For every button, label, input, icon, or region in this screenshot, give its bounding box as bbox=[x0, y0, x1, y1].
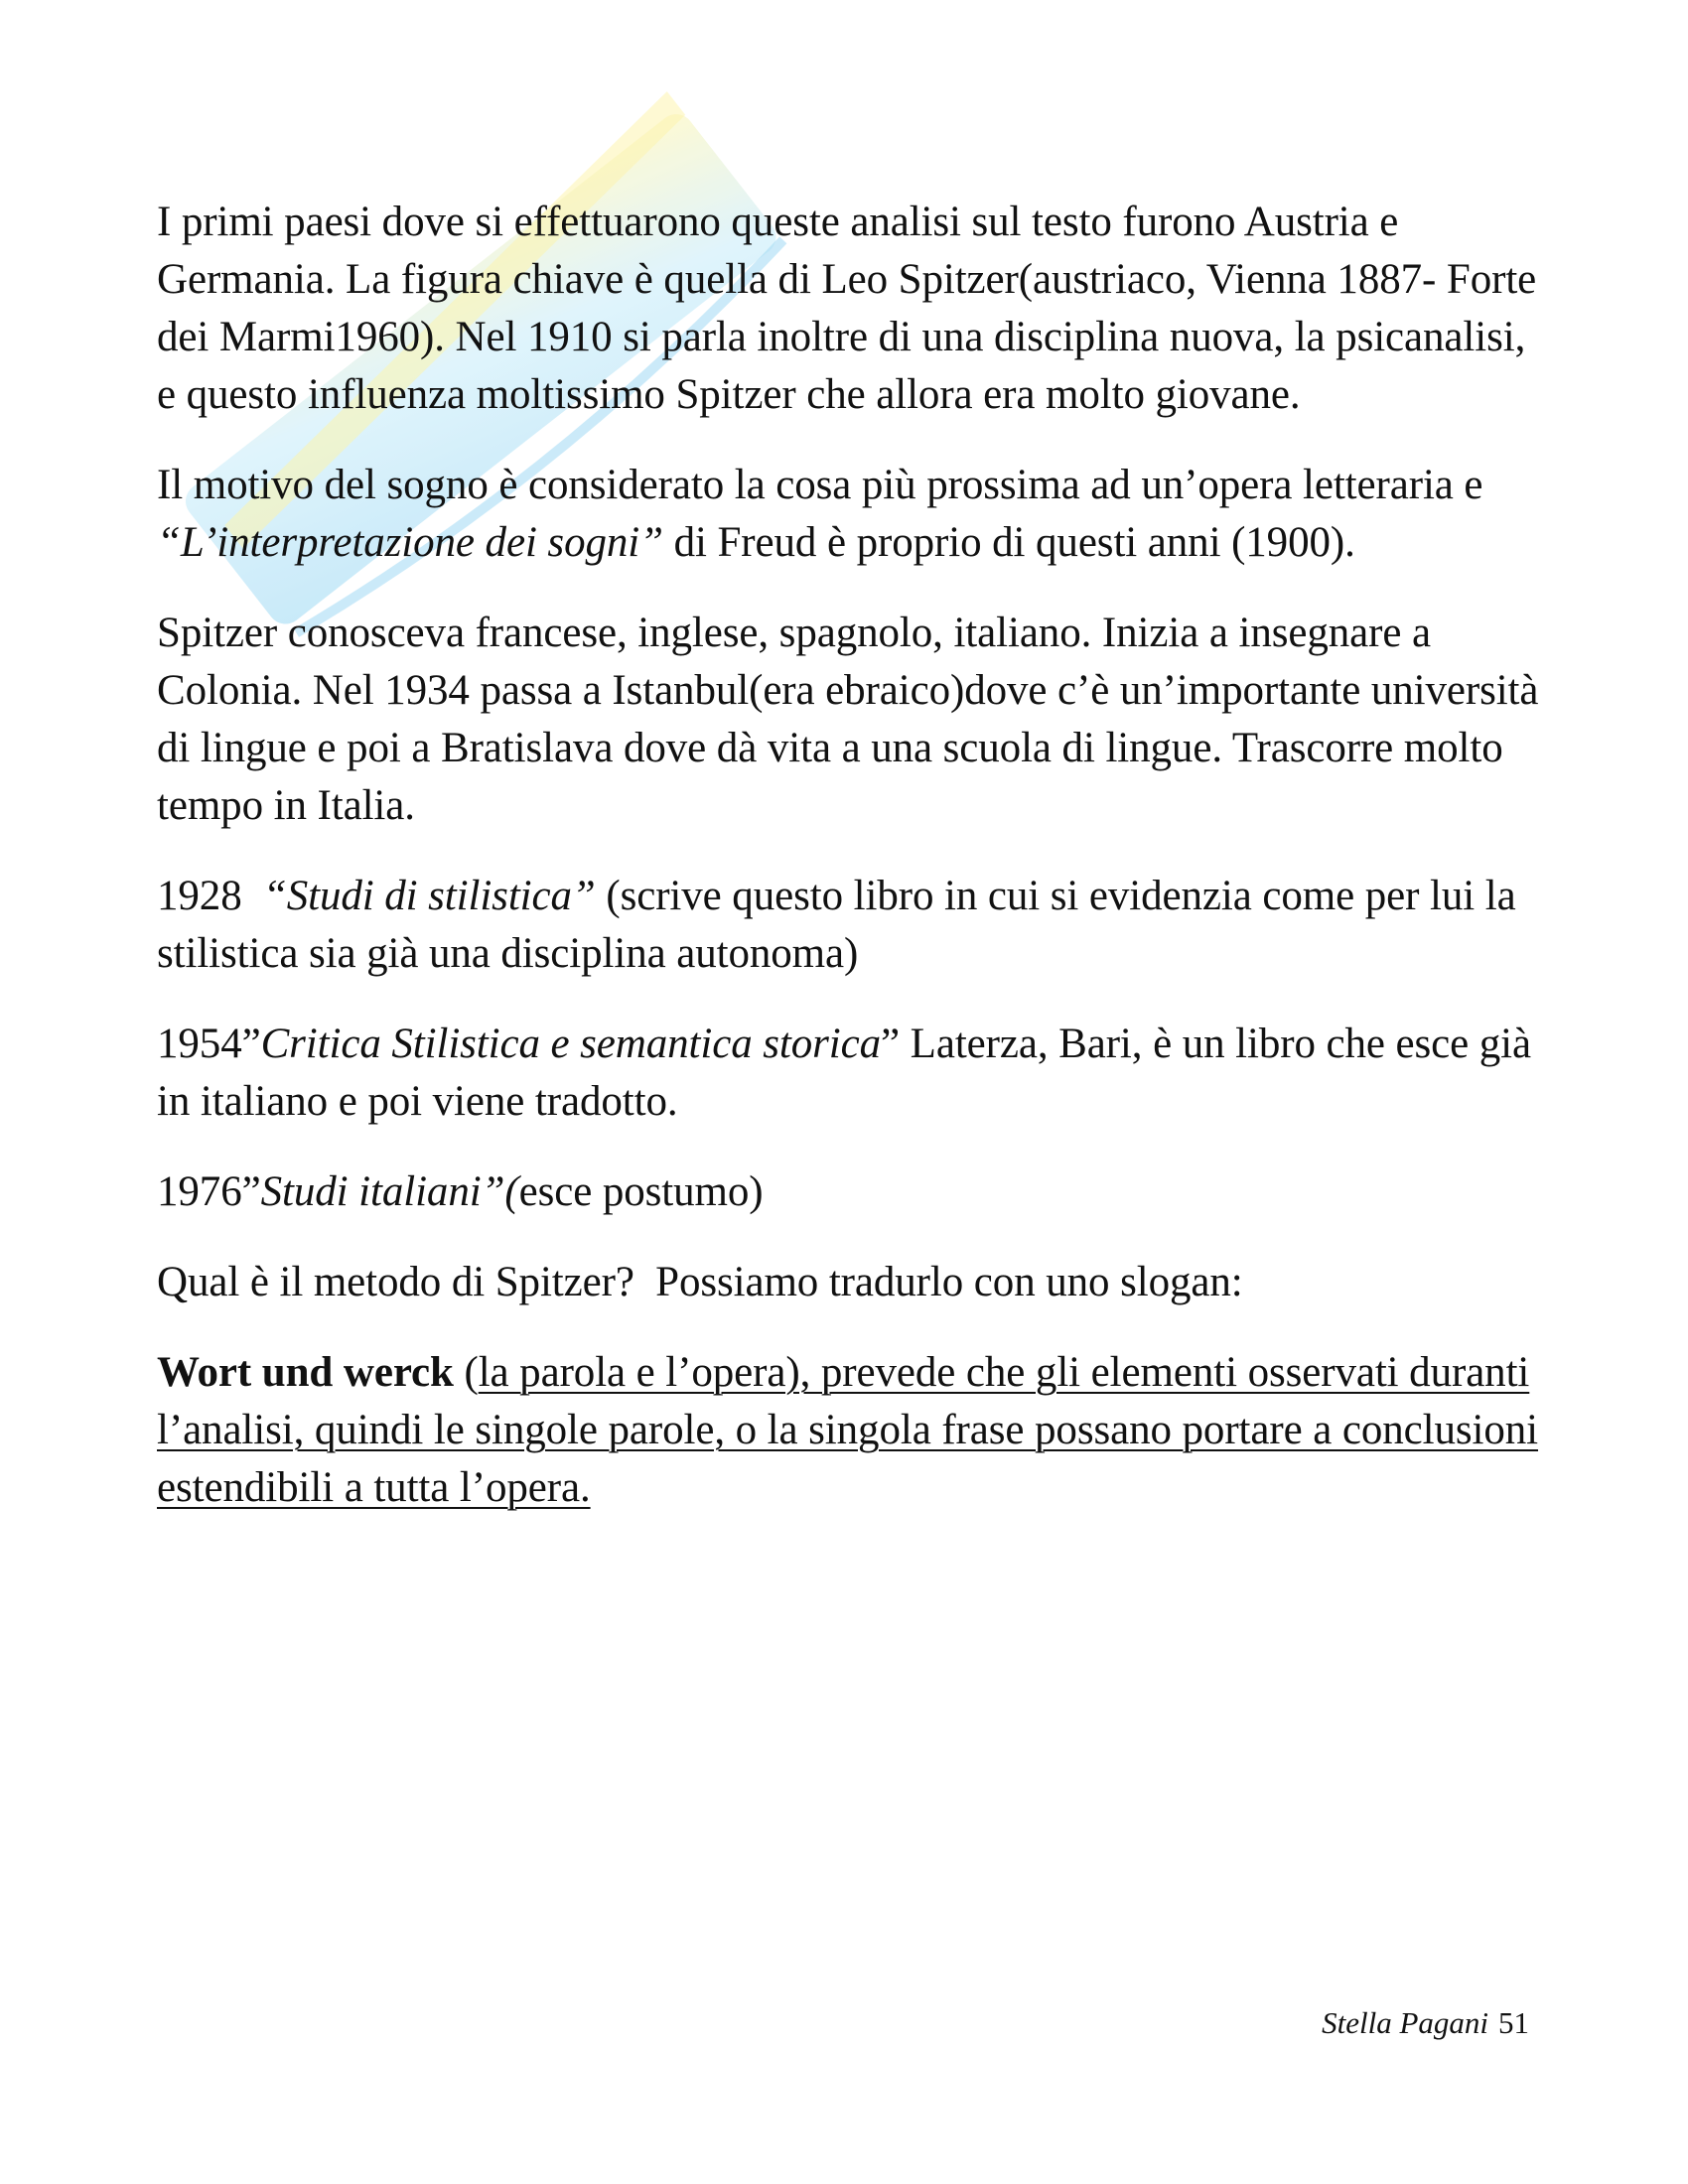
paragraph-wort-und-werck bbox=[157, 1344, 1547, 1517]
paragraph-origins-text: I primi paesi dove si effettuarono queste analisi sul testo furono Austria e Germania. La figura chiave è quella di Leo Spitzer(austriaco, Vienna 1887- Forte dei Marmi1960). Nel 1910 si parla inoltre di una disciplina nuova, la psicanalisi, e questo influenza moltissimo Spitzer che allora era molto giovane. bbox=[157, 199, 1537, 418]
year-1976: 1976” bbox=[157, 1168, 261, 1215]
paragraph-1954 bbox=[157, 1016, 1547, 1131]
paragraph-method-question bbox=[157, 1254, 1547, 1311]
year-1928: 1928 bbox=[157, 873, 263, 919]
paragraph-dream-after: di Freud è proprio di questi anni (1900). bbox=[662, 519, 1355, 566]
paragraph-1928 bbox=[157, 868, 1547, 983]
paragraph-languages bbox=[157, 605, 1547, 835]
paragraph-1976 bbox=[157, 1163, 1547, 1221]
paragraph-1976-after: esce postumo) bbox=[518, 1168, 764, 1215]
document-body bbox=[157, 194, 1547, 1550]
paragraph-dream bbox=[157, 457, 1547, 572]
slogan-bold: Wort und werck bbox=[157, 1349, 454, 1396]
page-number: 51 bbox=[1498, 2005, 1529, 2040]
book-title-critica: Critica Stilistica e semantica storica bbox=[260, 1021, 882, 1067]
book-title-studi-italiani: Studi italiani”( bbox=[260, 1168, 519, 1215]
book-title-stilistica: “Studi di stilistica” bbox=[262, 873, 596, 919]
paragraph-method-question-text: Qual è il metodo di Spitzer? Possiamo tradurlo con uno slogan: bbox=[157, 1259, 1243, 1305]
slogan-space: ( bbox=[453, 1349, 479, 1396]
footer-author: Stella Pagani bbox=[1322, 2005, 1488, 2040]
page-footer bbox=[1322, 2005, 1529, 2041]
paragraph-dream-before: Il motivo del sogno è considerato la cosa più prossima ad un’opera letteraria e bbox=[157, 462, 1483, 508]
year-1954: 1954” bbox=[157, 1021, 261, 1067]
paragraph-1954-after: ” Laterza, Bari, è un libro che esce già in italiano e poi viene tradotto. bbox=[157, 1021, 1532, 1125]
freud-book-title: “L’interpretazione dei sogni” bbox=[157, 519, 663, 566]
paragraph-languages-text: Spitzer conosceva francese, inglese, spagnolo, italiano. Inizia a insegnare a Colonia. Nel 1934 passa a Istanbul(era ebraico)dove c’è un’importante università di lingue e poi a Bratislava dove dà vita a una scuola di lingue. Trascorre molto tempo in Italia. bbox=[157, 610, 1539, 829]
paragraph-origins bbox=[157, 194, 1547, 424]
paragraph-1928-after: (scrive questo libro in cui si evidenzia come per lui la stilistica sia già una disciplina autonoma) bbox=[157, 873, 1516, 977]
slogan-explanation: la parola e l’opera), prevede che gli elementi osservati duranti l’analisi, quindi le singole parole, o la singola frase possano portare a conclusioni estendibili a tutta l’opera. bbox=[157, 1349, 1539, 1511]
